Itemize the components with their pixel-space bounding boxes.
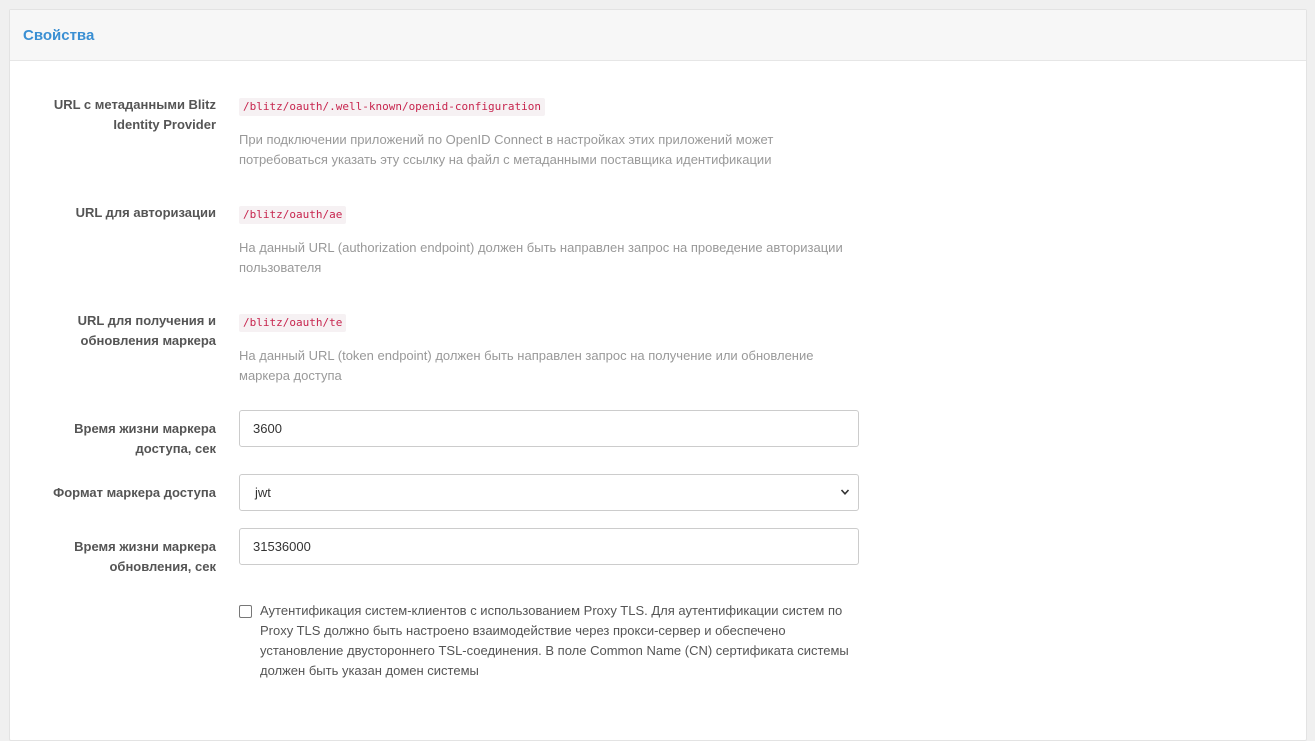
authorization-url-field	[239, 206, 859, 278]
proxy-tls-label[interactable]: Аутентификация систем-клиентов с использованием Proxy TLS. Для аутентификации систем по Proxy TLS должно быть настроено взаимодействие через прокси-сервер и обеспечено установление двустороннего TSL-соединения. В поле Common Name (CN) сертификата системы должен быть указан домен системы	[260, 603, 849, 678]
panel-header	[10, 10, 1306, 61]
access-format-field	[239, 474, 859, 511]
proxy-tls-checkbox[interactable]	[239, 605, 252, 618]
authorization-url-label: URL для авторизации	[75, 205, 216, 220]
metadata-url-field	[239, 98, 859, 170]
access-format-select[interactable]	[239, 474, 859, 511]
authorization-url-value: /blitz/oauth/ae	[239, 206, 346, 224]
access-format-value: jwt	[255, 485, 271, 500]
refresh-ttl-label: Время жизни маркера обновления, сек	[74, 539, 216, 574]
properties-panel	[9, 9, 1307, 741]
metadata-url-label: URL с метаданными Blitz Identity Provider	[53, 97, 216, 132]
access-ttl-label: Время жизни маркера доступа, сек	[74, 421, 216, 456]
refresh-ttl-value: 31536000	[253, 539, 311, 554]
metadata-url-help: При подключении приложений по OpenID Connect в настройках этих приложений может потребоваться указать эту ссылку на файл с метаданными поставщика идентификации	[239, 132, 774, 167]
token-url-value: /blitz/oauth/te	[239, 314, 346, 332]
access-ttl-value: 3600	[253, 421, 282, 436]
token-url-field	[239, 314, 859, 386]
token-url-label: URL для получения и обновления маркера	[77, 313, 216, 348]
refresh-ttl-field	[239, 528, 859, 565]
panel-title: Свойства	[23, 26, 95, 44]
access-ttl-input[interactable]	[239, 410, 859, 447]
access-ttl-field	[239, 410, 859, 447]
metadata-url-value: /blitz/oauth/.well-known/openid-configuration	[239, 98, 545, 116]
refresh-ttl-input[interactable]	[239, 528, 859, 565]
access-format-label: Формат маркера доступа	[53, 485, 216, 500]
chevron-down-icon	[840, 485, 850, 500]
authorization-url-help: На данный URL (authorization endpoint) должен быть направлен запрос на проведение авторизации пользователя	[239, 240, 843, 275]
proxy-tls-option	[239, 601, 869, 681]
token-url-help: На данный URL (token endpoint) должен быть направлен запрос на получение или обновление маркера доступа	[239, 348, 814, 383]
